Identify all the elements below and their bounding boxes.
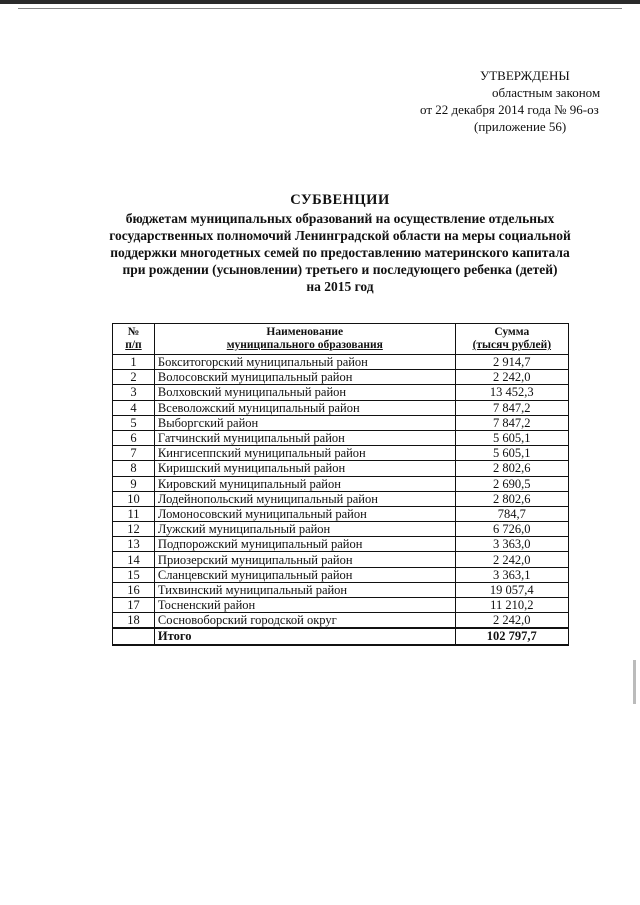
table-row <box>113 385 569 400</box>
row-name: Лужский муниципальный район <box>154 522 455 537</box>
title-main: СУБВЕНЦИИ <box>290 192 390 208</box>
header-num-line2: п/п <box>125 339 142 351</box>
row-sum: 2 914,7 <box>455 355 568 370</box>
row-sum: 3 363,0 <box>455 537 568 552</box>
row-num: 12 <box>113 522 155 537</box>
row-name: Сланцевский муниципальный район <box>154 567 455 582</box>
row-num: 13 <box>113 537 155 552</box>
approval-appendix-line: (приложение 56) <box>474 119 567 134</box>
approval-date-line: от 22 декабря 2014 года № 96-оз <box>420 102 599 117</box>
row-num: 16 <box>113 582 155 597</box>
table-row <box>113 552 569 567</box>
row-name: Ломоносовский муниципальный район <box>154 506 455 521</box>
row-name: Киришский муниципальный район <box>154 461 455 476</box>
row-sum: 7 847,2 <box>455 400 568 415</box>
row-num: 6 <box>113 430 155 445</box>
row-sum: 7 847,2 <box>455 415 568 430</box>
row-name: Волховский муниципальный район <box>154 385 455 400</box>
row-sum: 5 605,1 <box>455 446 568 461</box>
row-num: 4 <box>113 400 155 415</box>
table-row <box>113 476 569 491</box>
row-name: Тихвинский муниципальный район <box>154 582 455 597</box>
approval-heading: УТВЕРЖДЕНЫ <box>480 68 570 83</box>
table-row <box>113 446 569 461</box>
title-line-3: поддержки многодетных семей по предоставлению материнского капитала <box>110 245 570 260</box>
row-name: Приозерский муниципальный район <box>154 552 455 567</box>
title-line-2: государственных полномочий Ленинградской области на меры социальной <box>109 228 571 243</box>
row-num: 3 <box>113 385 155 400</box>
row-sum: 11 210,2 <box>455 598 568 613</box>
header-name <box>154 324 455 355</box>
header-name-line1: Наименование <box>266 326 344 338</box>
row-sum: 2 242,0 <box>455 613 568 629</box>
row-name: Кингисеппский муниципальный район <box>154 446 455 461</box>
row-sum: 13 452,3 <box>455 385 568 400</box>
header-sum-line1: Сумма <box>494 326 530 338</box>
row-num: 7 <box>113 446 155 461</box>
header-num <box>113 324 155 355</box>
scan-top-edge <box>0 0 640 4</box>
table-row <box>113 415 569 430</box>
row-sum: 2 802,6 <box>455 491 568 506</box>
table-row <box>113 370 569 385</box>
document-title <box>90 192 590 295</box>
row-name: Гатчинский муниципальный район <box>154 430 455 445</box>
row-name: Выборгский район <box>154 415 455 430</box>
row-name: Кировский муниципальный район <box>154 476 455 491</box>
table-row <box>113 582 569 597</box>
row-sum: 2 242,0 <box>455 370 568 385</box>
table-row <box>113 430 569 445</box>
row-sum: 2 242,0 <box>455 552 568 567</box>
header-sum <box>455 324 568 355</box>
row-sum: 6 726,0 <box>455 522 568 537</box>
subventions-table <box>112 323 569 646</box>
total-sum: 102 797,7 <box>455 628 568 644</box>
row-num: 1 <box>113 355 155 370</box>
title-line-1: бюджетам муниципальных образований на осуществление отдельных <box>125 211 555 226</box>
table-row <box>113 461 569 476</box>
table-header-row <box>113 324 569 355</box>
header-num-line1: № <box>127 326 140 338</box>
header-sum-line2: (тысяч рублей) <box>472 339 552 351</box>
row-sum: 2 802,6 <box>455 461 568 476</box>
table-row <box>113 506 569 521</box>
approval-law-line: областным законом <box>492 85 601 100</box>
row-num: 17 <box>113 598 155 613</box>
row-num: 18 <box>113 613 155 629</box>
title-line-4: при рождении (усыновлении) третьего и последующего ребенка (детей) <box>122 262 558 277</box>
row-name: Подпорожский муниципальный район <box>154 537 455 552</box>
row-num: 8 <box>113 461 155 476</box>
title-line-5: на 2015 год <box>306 279 374 294</box>
table-row <box>113 355 569 370</box>
row-name: Бокситогорский муниципальный район <box>154 355 455 370</box>
table-body <box>113 355 569 645</box>
table-row <box>113 537 569 552</box>
table-row <box>113 598 569 613</box>
total-num <box>113 628 155 644</box>
row-name: Всеволожский муниципальный район <box>154 400 455 415</box>
row-num: 10 <box>113 491 155 506</box>
row-num: 2 <box>113 370 155 385</box>
scan-top-line <box>18 8 622 9</box>
row-num: 9 <box>113 476 155 491</box>
row-name: Сосновоборский городской округ <box>154 613 455 629</box>
row-num: 11 <box>113 506 155 521</box>
row-sum: 3 363,1 <box>455 567 568 582</box>
row-num: 15 <box>113 567 155 582</box>
approval-stamp <box>420 67 620 135</box>
total-label: Итого <box>154 628 455 644</box>
row-sum: 5 605,1 <box>455 430 568 445</box>
row-name: Волосовский муниципальный район <box>154 370 455 385</box>
row-sum: 2 690,5 <box>455 476 568 491</box>
table-row <box>113 491 569 506</box>
header-name-line2: муниципального образования <box>226 339 383 351</box>
scan-edge-mark <box>633 660 636 704</box>
row-sum: 19 057,4 <box>455 582 568 597</box>
row-name: Тосненский район <box>154 598 455 613</box>
row-sum: 784,7 <box>455 506 568 521</box>
table-row <box>113 522 569 537</box>
table-row <box>113 400 569 415</box>
table-row <box>113 613 569 629</box>
row-num: 14 <box>113 552 155 567</box>
row-name: Лодейнопольский муниципальный район <box>154 491 455 506</box>
total-row <box>113 628 569 644</box>
row-num: 5 <box>113 415 155 430</box>
table-row <box>113 567 569 582</box>
